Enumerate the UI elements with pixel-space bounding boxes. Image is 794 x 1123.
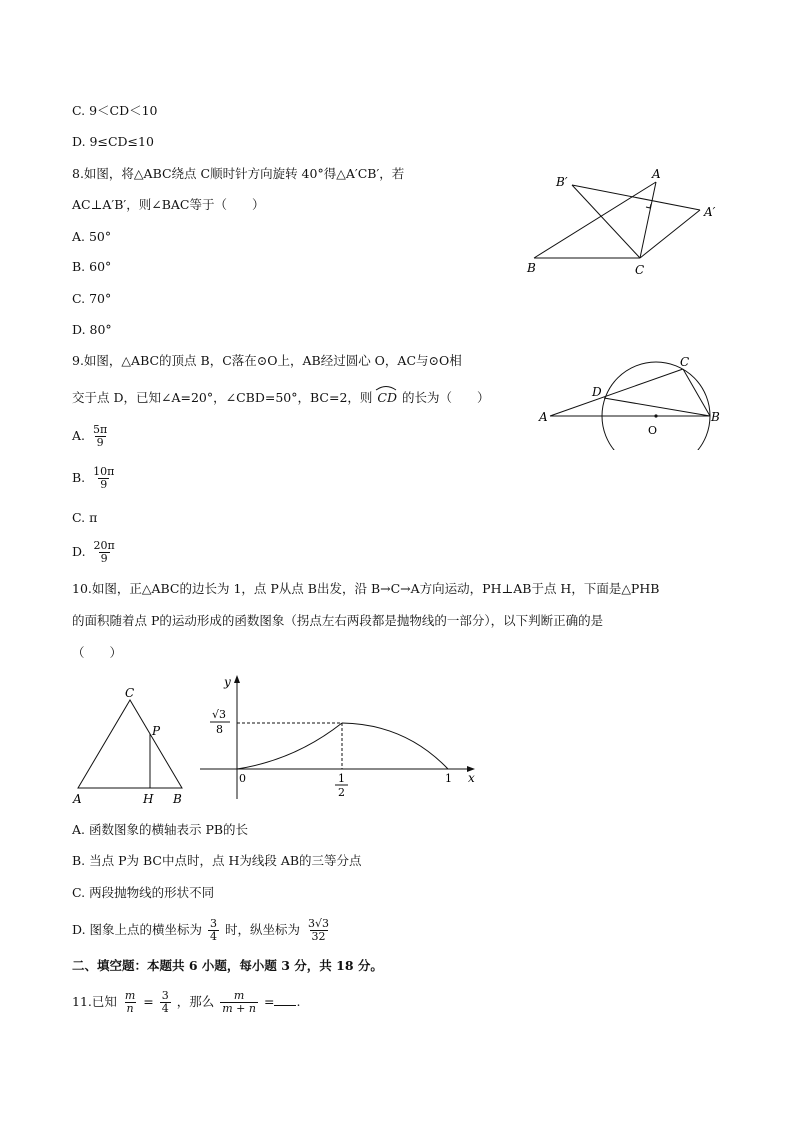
q10-label-x: x [468,771,475,785]
q8-option-d: D. 80° [72,322,112,337]
q8-label-B: B [527,261,536,275]
q7-option-c: C. 9＜CD＜10 [72,103,158,118]
q9-figure [530,350,730,450]
q10-option-d-fraction-1: $\frac{3}{4}$ [210,917,218,943]
q10-label-P: P [152,724,161,738]
q11-fraction-m-mn: $\frac{m}{m + n}$ [222,989,256,1015]
q9-seg-BC [683,369,710,416]
q8-stem-line1: 8.如图，将△ABC绕点 C顺时针方向旋转 40°得△A′CB′，若 [72,166,405,181]
q11-stem: 11.已知 $\frac{m}{n}$ = $\frac{3}{4}$ ，那么 $\frac{m}{m + n}$ = . [72,989,301,1015]
q10-label-B: B [173,792,182,806]
q9-option-d: D. $\frac{20\pi}{9}$ [72,539,115,565]
q8-seg-BA [534,182,656,258]
q9-label-B: B [711,410,720,424]
q11-fraction-3-4: $\frac{3}{4}$ [161,989,169,1015]
q9-label-O: O [648,424,658,437]
q8-label-A: A [652,167,661,181]
q10-curve-right [342,723,448,769]
q10-stem-line2: 的面积随着点 P的运动形成的函数图象（拐点左右两段都是抛物线的一部分），以下判断正确的是 [72,613,604,628]
q8-label-Bp: B′ [556,175,568,189]
q9-arc-cd: CD [376,390,398,406]
q10-y-tick-den: 8 [216,723,223,736]
section2-heading: 二、填空题：本题共 6 小题，每小题 3 分，共 18 分。 [72,958,383,973]
q10-x-tick-half-den: 2 [338,786,345,799]
q8-label-C: C [635,263,645,277]
q9-option-b-fraction: $\frac{10\pi}{9}$ [93,465,115,491]
q7-option-d: D. 9≤CD≤10 [72,134,154,149]
q10-stem-line1: 10.如图，正△ABC的边长为 1，点 P从点 B出发，沿 B→C→A方向运动，PH⊥AB于点 H，下面是△PHB [72,581,660,596]
q9-stem-line1: 9.如图，△ABC的顶点 B，C落在⊙O上，AB经过圆心 O，AC与⊙O相 [72,353,462,368]
q9-center-dot [654,414,657,417]
q9-stem-line2-b: 的长为（ ） [401,390,490,405]
q10-stem-line3: （ ） [72,645,123,660]
q10-label-A: A [73,792,82,806]
q11-fraction-m-n: $\frac{m}{n}$ [124,989,136,1015]
q10-label-H: H [143,792,154,806]
q10-label-C: C [125,686,135,700]
q11-answer-blank [274,995,296,1006]
y-axis-arrow-icon [234,675,240,683]
q9-stem-line2-a: 交于点 D，已知∠A=20°，∠CBD=50°，BC=2，则 [72,390,373,405]
q8-label-Ap: A′ [704,205,716,219]
q8-figure [520,160,730,280]
q10-x-tick-one: 1 [445,772,452,785]
q10-option-b: B. 当点 P为 BC中点时，点 H为线段 AB的三等分点 [72,853,362,868]
q10-y-tick-num: √3 [212,708,227,721]
q10-triangle-figure [66,684,196,809]
q8-stem-line2: AC⊥A′B′，则∠BAC等于（ ） [72,197,265,212]
q9-label-C: C [680,355,690,369]
q9-option-a-fraction: $\frac{5\pi}{9}$ [93,423,108,449]
q9-seg-BD [604,398,710,416]
q9-seg-AC [550,369,683,416]
q10-option-d: D. 图象上点的横坐标为 $\frac{3}{4}$ 时，纵坐标为 $\frac{3√3}{32}$ [72,917,330,943]
arc-overline-icon [375,385,397,391]
q9-option-c: C. π [72,510,98,525]
q8-option-a: A. 50° [72,229,112,244]
q10-label-y: y [224,675,231,689]
q10-triangle-abc [78,700,182,788]
q10-curve-left [237,723,342,769]
q10-option-c: C. 两段抛物线的形状不同 [72,885,215,900]
q9-option-d-fraction: $\frac{20\pi}{9}$ [93,539,115,565]
q8-option-b: B. 60° [72,259,112,274]
q8-option-c: C. 70° [72,291,112,306]
q9-option-a: A. $\frac{5\pi}{9}$ [72,423,108,449]
q9-label-A: A [539,410,548,424]
q10-graph-figure [200,672,490,807]
q9-label-D: D [592,385,602,399]
q10-x-tick-half-num: 1 [338,772,345,785]
q10-label-origin: 0 [239,772,246,785]
q9-option-b: B. $\frac{10\pi}{9}$ [72,465,115,491]
q10-option-a: A. 函数图象的横轴表示 PB的长 [72,822,249,837]
q10-option-d-fraction-2: $\frac{3√3}{32}$ [308,917,330,943]
q8-right-angle-mark [646,204,651,208]
q9-stem-line2 [72,390,490,406]
